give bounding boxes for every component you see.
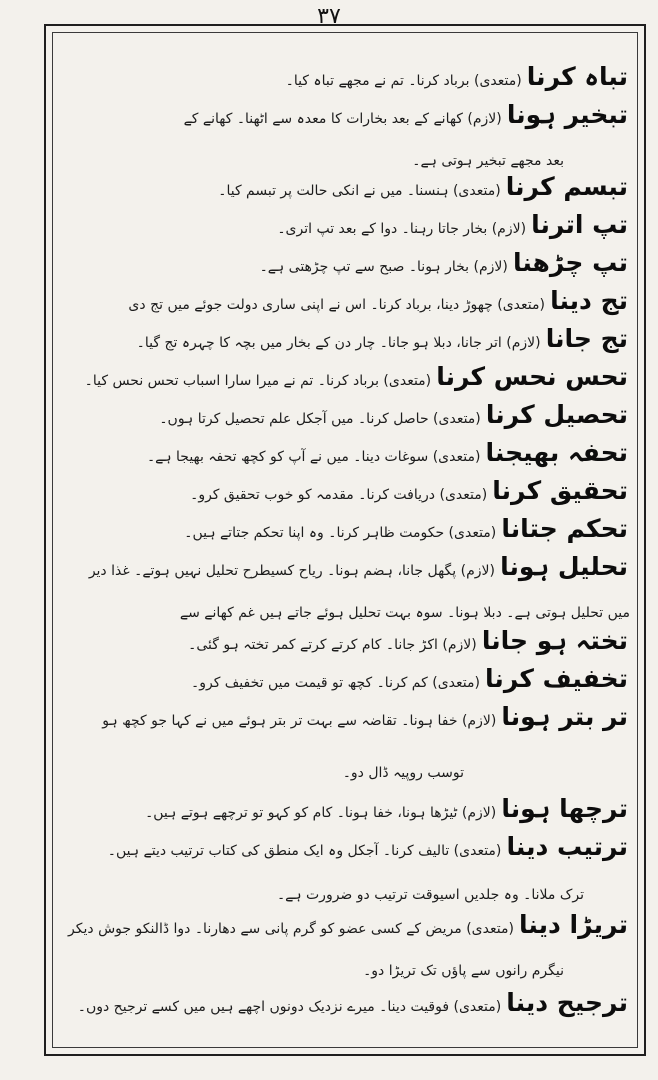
entry-headword: تحلیل ہونا [500, 552, 628, 581]
entry-gloss: ترک ملانا۔ وہ جلدیں اسیوقت ترتیب دو ضرورت ہے۔ [276, 887, 584, 903]
entry [62, 100, 628, 130]
entry [62, 514, 628, 544]
entry [62, 702, 628, 732]
entry-gloss: (متعدی) سوغات دینا۔ میں نے آپ کو کچھ تحفہ بھیجا ہے۔ [146, 449, 481, 465]
entry-gloss: (متعدی) مریض کے کسی عضو کو گرم پانی سے دھارنا۔ دوا ڈالنکو جوش دیکر [68, 921, 514, 937]
entry [62, 476, 628, 506]
entry [62, 794, 628, 824]
entry-headword: تر بتر ہونا [501, 702, 628, 731]
entry-gloss: (متعدی) ہنسنا۔ میں نے انکی حالت پر تبسم کیا۔ [218, 183, 501, 199]
entry-headword: تریڑا دینا [519, 910, 628, 939]
entry-gloss: (لازم) اتر جانا، دبلا ہو جانا۔ چار دن کے بخار میں بچہ کا چہرہ تج گیا۔ [136, 335, 541, 351]
entry [62, 248, 628, 278]
entry [62, 910, 628, 940]
entry [62, 210, 628, 240]
entry-gloss: (متعدی) دریافت کرنا۔ مقدمہ کو خوب تحقیق کرو۔ [190, 487, 488, 503]
entry-headword: تباہ کرنا [526, 62, 628, 91]
entry-gloss: (متعدی) چھوڑ دینا، برباد کرنا۔ اس نے اپنی ساری دولت جوئے میں تج دی [128, 297, 545, 313]
entry-headword: تبسم کرنا [505, 172, 628, 201]
entry [62, 62, 628, 92]
entry-gloss: (لازم) ٹیڑھا ہونا، خفا ہونا۔ کام کو کہو تو ترچھے ہوتے ہیں۔ [145, 805, 497, 821]
entry-continuation [62, 142, 564, 172]
entry [62, 988, 628, 1018]
entry-gloss: (متعدی) تالیف کرنا۔ آجکل وہ ایک منطق کی کتاب ترتیب دیتے ہیں۔ [107, 843, 502, 859]
entry-continuation [62, 594, 630, 624]
entry-gloss: (متعدی) برباد کرنا۔ تم نے مجھے تباہ کیا۔ [285, 73, 522, 89]
entry [62, 664, 628, 694]
entry-headword: تحفہ بھیجنا [485, 438, 628, 467]
entry-continuation [62, 952, 564, 982]
entry-gloss: (لازم) پگھل جانا، ہضم ہونا۔ ریاح کسیطرح تحلیل نہیں ہوتے۔ غذا دیر [88, 563, 495, 579]
entry-gloss: بعد مجھے تبخیر ہوتی ہے۔ [412, 153, 564, 169]
entry [62, 552, 628, 582]
dictionary-entries [58, 54, 634, 1044]
page-number: ۳۷ [317, 4, 341, 29]
entry-gloss: میں تحلیل ہوتی ہے۔ دبلا ہونا۔ سوہ بہت تحلیل ہوئے جاتے ہیں غم کھانے سے [179, 605, 630, 621]
entry-headword: ترجیح دینا [506, 988, 628, 1017]
entry [62, 324, 628, 354]
entry [62, 362, 628, 392]
entry-headword: تج جانا [545, 324, 628, 353]
entry-gloss: (متعدی) برباد کرنا۔ تم نے میرا سارا اسباب تحس نحس کیا۔ [84, 373, 432, 389]
entry-headword: تحکم جتانا [501, 514, 628, 543]
entry-gloss: (متعدی) حکومت ظاہر کرنا۔ وہ اپنا تحکم جتاتے ہیں۔ [184, 525, 497, 541]
entry [62, 400, 628, 430]
entry-headword: تحصیل کرنا [485, 400, 628, 429]
entry-headword: تحس نحس کرنا [436, 362, 628, 391]
entry-gloss: (لازم) کھانے کے بعد بخارات کا معدہ سے اٹھنا۔ کھانے کے [183, 111, 502, 127]
entry-gloss: (لازم) بخار جاتا رہنا۔ دوا کے بعد تپ اتری۔ [277, 221, 527, 237]
entry-headword: ترچھا ہونا [501, 794, 628, 823]
entry-continuation [62, 876, 584, 906]
entry [62, 286, 628, 316]
entry-gloss: (متعدی) حاصل کرنا۔ میں آجکل علم تحصیل کرتا ہوں۔ [159, 411, 481, 427]
entry-headword: تپ چڑھنا [512, 248, 628, 277]
entry [62, 626, 628, 656]
entry [62, 172, 628, 202]
entry-headword: تختہ ہو جانا [481, 626, 628, 655]
entry [62, 438, 628, 468]
entry-gloss: نیگرم رانوں سے پاؤں تک تریڑا دو۔ [363, 963, 564, 979]
entry-headword: تخفیف کرنا [485, 664, 628, 693]
entry [62, 832, 628, 862]
entry-headword: تحقیق کرنا [492, 476, 628, 505]
entry-gloss: (متعدی) کم کرنا۔ کچھ تو قیمت میں تخفیف کرو۔ [191, 675, 480, 691]
entry-headword: تج دینا [550, 286, 628, 315]
entry-headword: ترتیب دینا [506, 832, 628, 861]
entry-gloss: (لازم) خفا ہونا۔ تقاضہ سے بہت تر بتر ہوئے میں نے کہا جو کچھ ہو [102, 713, 497, 729]
entry-gloss: (لازم) اکڑ جانا۔ کام کرتے کرتے کمر تختہ ہو گئی۔ [188, 637, 477, 653]
entry-headword: تپ اترنا [531, 210, 628, 239]
entry-gloss: (لازم) بخار ہونا۔ صبح سے تپ چڑھتی ہے۔ [259, 259, 508, 275]
entry-continuation [62, 754, 464, 784]
entry-gloss: (متعدی) فوقیت دینا۔ میرے نزدیک دونوں اچھے ہیں میں کسے ترجیح دوں۔ [77, 999, 502, 1015]
entry-gloss: توسب روپیہ ڈال دو۔ [342, 765, 464, 781]
entry-headword: تبخیر ہونا [506, 100, 628, 129]
